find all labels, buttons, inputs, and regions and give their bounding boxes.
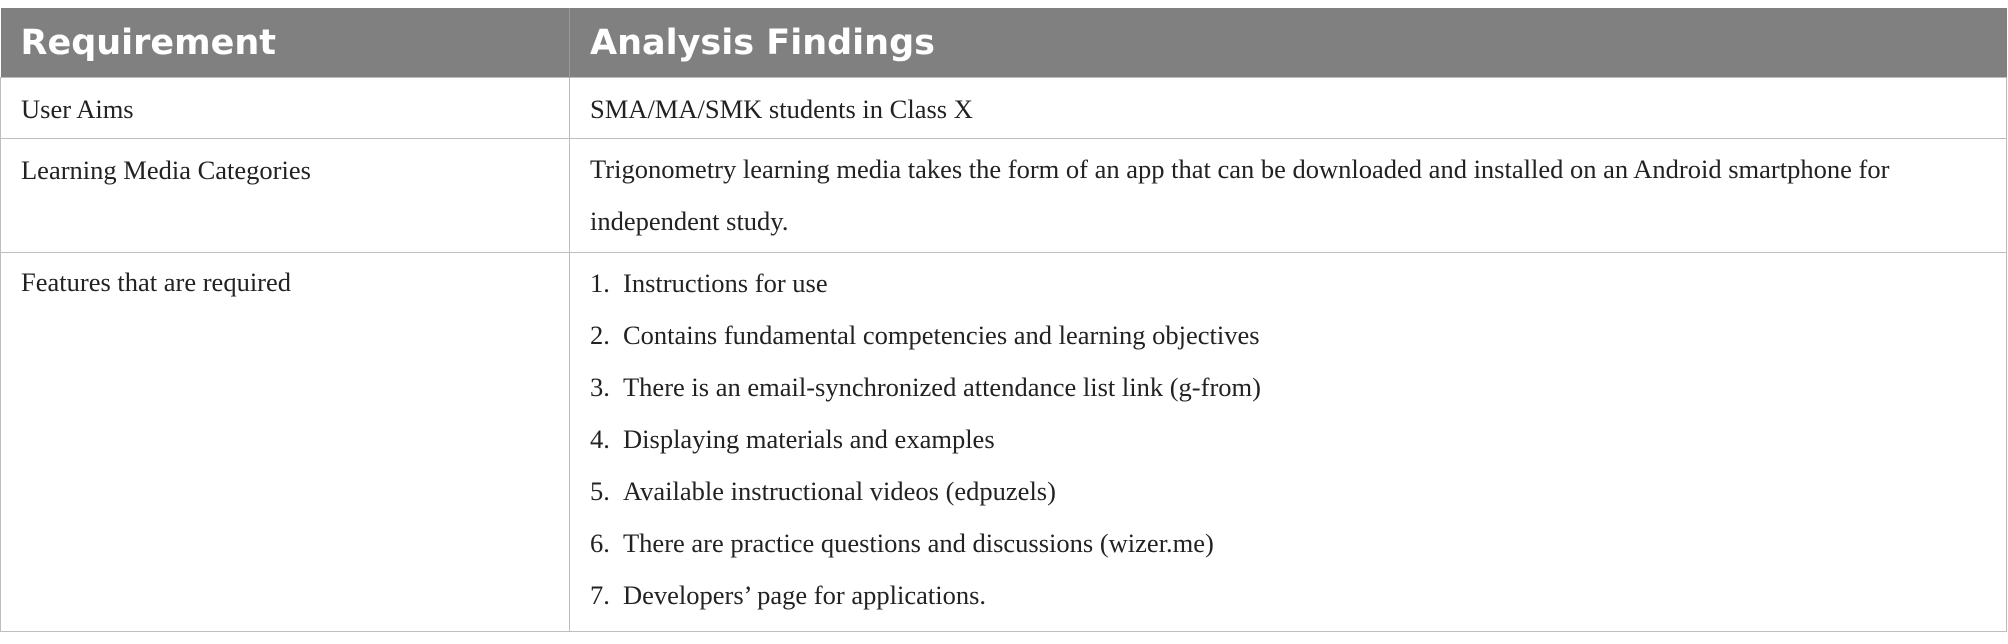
list-item <box>590 267 1986 319</box>
list-item-text: There is an email-synchronized attendance list link (g-from) <box>623 372 1261 402</box>
list-item <box>590 579 1986 631</box>
table-row <box>1 253 2007 632</box>
list-item <box>590 371 1986 423</box>
requirement-cell: User Aims <box>1 78 570 139</box>
table-header-row <box>1 8 2007 78</box>
list-item-text: Instructions for use <box>623 268 828 298</box>
list-item-text: Contains fundamental competencies and learning objectives <box>623 320 1260 350</box>
list-item <box>590 319 1986 371</box>
header-analysis-findings: Analysis Findings <box>570 8 2007 78</box>
list-item-number: 3. <box>590 372 610 402</box>
list-item-text: Developers’ page for applications. <box>623 580 987 610</box>
finding-cell: Trigonometry learning media takes the form of an app that can be downloaded and installed on an Android smartphone for independent study. <box>570 139 2007 253</box>
list-item <box>590 475 1986 527</box>
list-item-text: Available instructional videos (edpuzels) <box>623 476 1056 506</box>
list-item-text: There are practice questions and discussions (wizer.me) <box>623 528 1214 558</box>
finding-cell <box>570 253 2007 632</box>
table-row <box>1 78 2007 139</box>
list-item-number: 5. <box>590 476 610 506</box>
list-item-number: 2. <box>590 320 610 350</box>
requirements-analysis-table <box>0 8 2007 632</box>
header-requirement: Requirement <box>1 8 570 78</box>
list-item-number: 1. <box>590 268 610 298</box>
finding-cell: SMA/MA/SMK students in Class X <box>570 78 2007 139</box>
features-list <box>590 267 1986 631</box>
list-item-number: 4. <box>590 424 610 454</box>
list-item-text: Displaying materials and examples <box>623 424 995 454</box>
requirement-cell: Features that are required <box>1 253 570 632</box>
list-item-number: 7. <box>590 580 610 610</box>
table-row <box>1 139 2007 253</box>
requirements-table-container <box>0 8 2006 632</box>
list-item <box>590 527 1986 579</box>
requirement-cell: Learning Media Categories <box>1 139 570 253</box>
list-item <box>590 423 1986 475</box>
list-item-number: 6. <box>590 528 610 558</box>
